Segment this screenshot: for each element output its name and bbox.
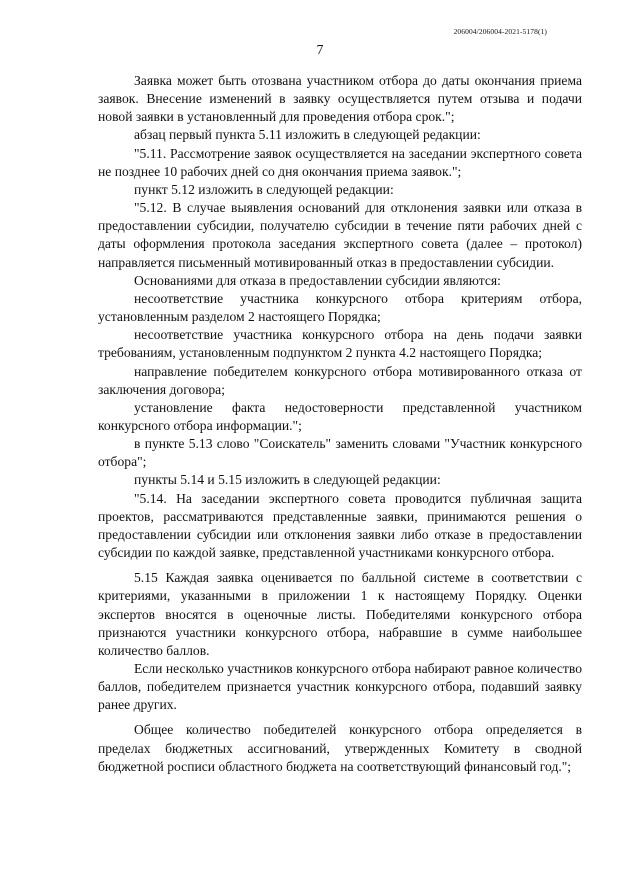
paragraph-application-withdrawal: Заявка может быть отозвана участником отбора до даты окончания приема заявок. Внесение изменений в заявку осуществляется путем отзыва и подачи новой заявки в установленный для проведения отбора срок."; [98, 73, 582, 125]
paragraph-clause-5-15: 5.15 Каждая заявка оценивается по балльной системе в соответствии с критериями, указанными в приложении 1 к настоящему Порядку. Оценки экспертов вносятся в оценочные листы. Победителями конкурсного отбора признаются участники конкурсного отбора, набравшие в сумме наибольшее количество баллов. [98, 570, 582, 658]
paragraph-instruction-5-14-5-15: пункты 5.14 и 5.15 изложить в следующей редакции: [134, 472, 441, 488]
paragraph-ground-false-information: установление факта недостоверности представленной участником конкурсного отбора информации."; [98, 399, 582, 433]
document-reference-number: 206004/206004-2021-5178(1) [453, 27, 547, 36]
paragraph-ground-requirements: несоответствие участника конкурсного отбора на день подачи заявки требованиям, установленным подпунктом 2 пункта 4.2 настоящего Порядка; [98, 327, 582, 361]
paragraph-clause-5-12: "5.12. В случае выявления оснований для отклонения заявки или отказа в предоставлении субсидии, получателю субсидии в течение пяти рабочих дней с даты оформления протокола заседания экспертного совета (далее – протокол) направляется письменный мотивированный отказ в предоставлении субсидии. [98, 200, 582, 270]
paragraph-ground-criteria: несоответствие участника конкурсного отбора критериям отбора, установленным разделом 2 настоящего Порядка; [98, 290, 582, 325]
paragraph-winners-count: Общее количество победителей конкурсного отбора определяется в пределах бюджетных ассигнований, утвержденных Комитету в сводной бюджетной росписи областного бюджета на соответствующий финансовый год."; [98, 722, 582, 774]
paragraph-equal-scores: Если несколько участников конкурсного отбора набирают равное количество баллов, победителем признается участник конкурсного отбора, подавший заявку ранее других. [98, 661, 582, 713]
paragraph-refusal-grounds: Основаниями для отказа в предоставлении субсидии являются: [134, 272, 501, 288]
paragraph-ground-contract-refusal: направление победителем конкурсного отбора мотивированного отказа от заключения договора; [98, 363, 582, 397]
paragraph-instruction-5-11: абзац первый пункта 5.11 изложить в следующей редакции: [134, 127, 481, 143]
paragraph-clause-5-11: "5.11. Рассмотрение заявок осуществляется на заседании экспертного совета не позднее 10 рабочих дней со дня окончания приема заявок."; [98, 145, 582, 179]
paragraph-clause-5-14: "5.14. На заседании экспертного совета проводится публичная защита проектов, рассматриваются представленные заявки, принимаются решения о предоставлении субсидии или отклонения заявки либо отказе в предоставлении субсидии по каждой заявке, представленной участниками конкурсного отбора. [98, 490, 582, 561]
document-body [98, 72, 582, 776]
paragraph-instruction-5-13: в пункте 5.13 слово "Соискатель" заменить словами "Участник конкурсного отбора"; [98, 436, 582, 470]
paragraph-instruction-5-12: пункт 5.12 изложить в следующей редакции: [134, 181, 394, 197]
page-number: 7 [316, 42, 324, 57]
